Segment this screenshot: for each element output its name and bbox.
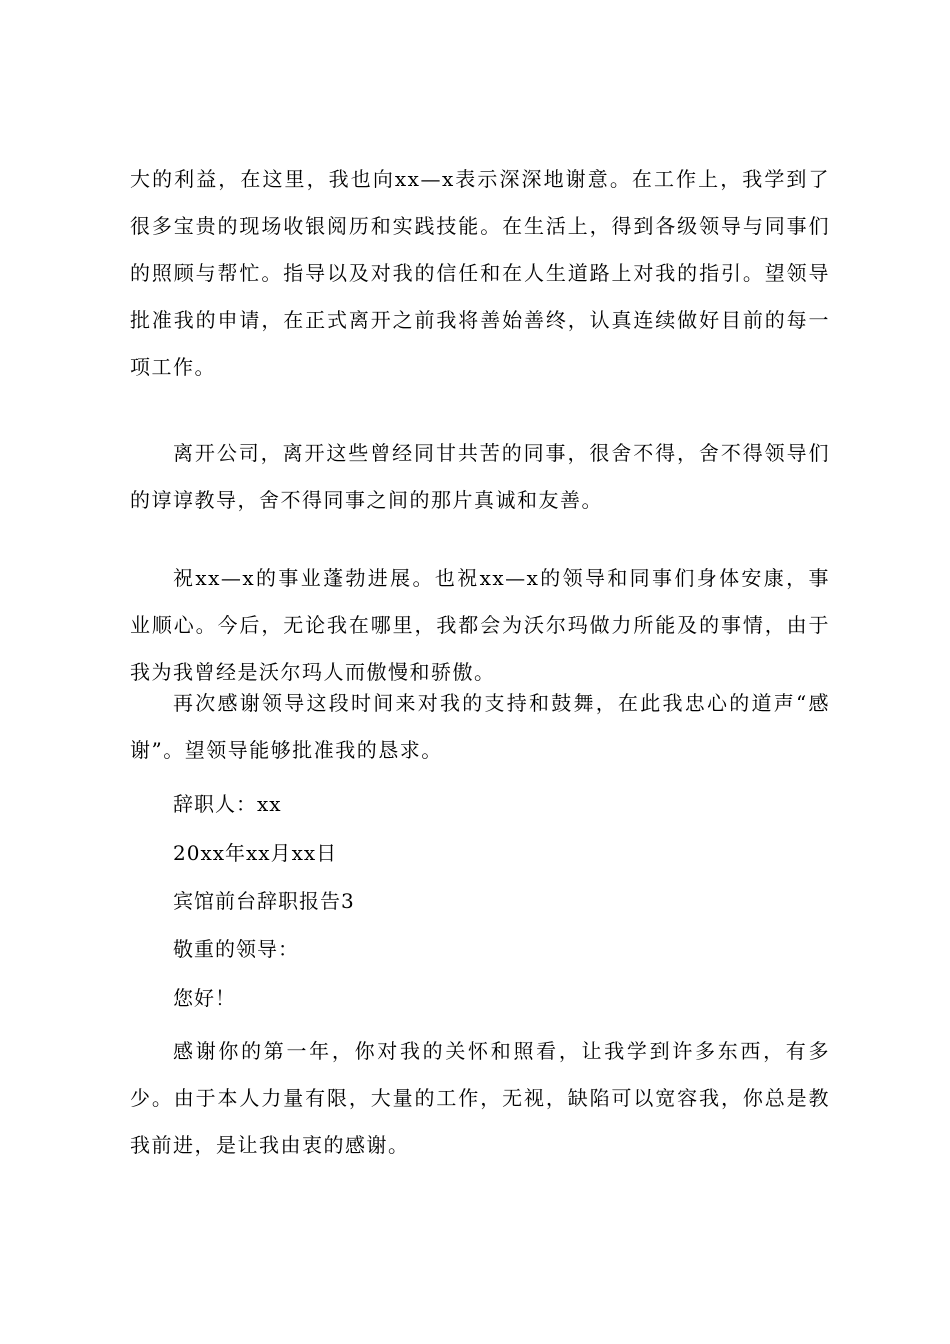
paragraph-closing: 感谢你的第一年，你对我的关怀和照看，让我学到许多东西，有多少。由于本人力量有限，大量的工作，无视，缺陷可以宽容我，你总是教我前进，是让我由衷的感谢。: [130, 1039, 830, 1157]
salutation: 敬重的领导：: [173, 937, 299, 961]
signature: 辞职人：xx: [173, 792, 282, 816]
date: 20xx年xx月xx日: [173, 841, 338, 865]
section-title: 宾馆前台辞职报告3: [173, 889, 355, 913]
greeting: 您好！: [173, 986, 236, 1010]
paragraph-gratitude: 大的利益，在这里，我也向xx—x表示深深地谢意。在工作上，我学到了很多宝贵的现场收银阅历和实践技能。在生活上，得到各级领导与同事们的照顾与帮忙。指导以及对我的信任和在人生道路上对我的指引。望领导批准我的申请，在正式离开之前我将善始善终，认真连续做好目前的每一项工作。: [130, 167, 830, 379]
paragraph-leaving: 离开公司，离开这些曾经同甘共苦的同事，很舍不得，舍不得领导们的谆谆教导，舍不得同事之间的那片真诚和友善。: [130, 441, 830, 512]
paragraph-thanks-again: 再次感谢领导这段时间来对我的支持和鼓舞，在此我忠心的道声“感谢”。望领导能够批准我的恳求。: [130, 691, 830, 762]
paragraph-wishes: 祝xx—x的事业蓬勃进展。也祝xx—x的领导和同事们身体安康，事业顺心。今后，无论我在哪里，我都会为沃尔玛做力所能及的事情，由于我为我曾经是沃尔玛人而傲慢和骄傲。: [130, 566, 830, 684]
